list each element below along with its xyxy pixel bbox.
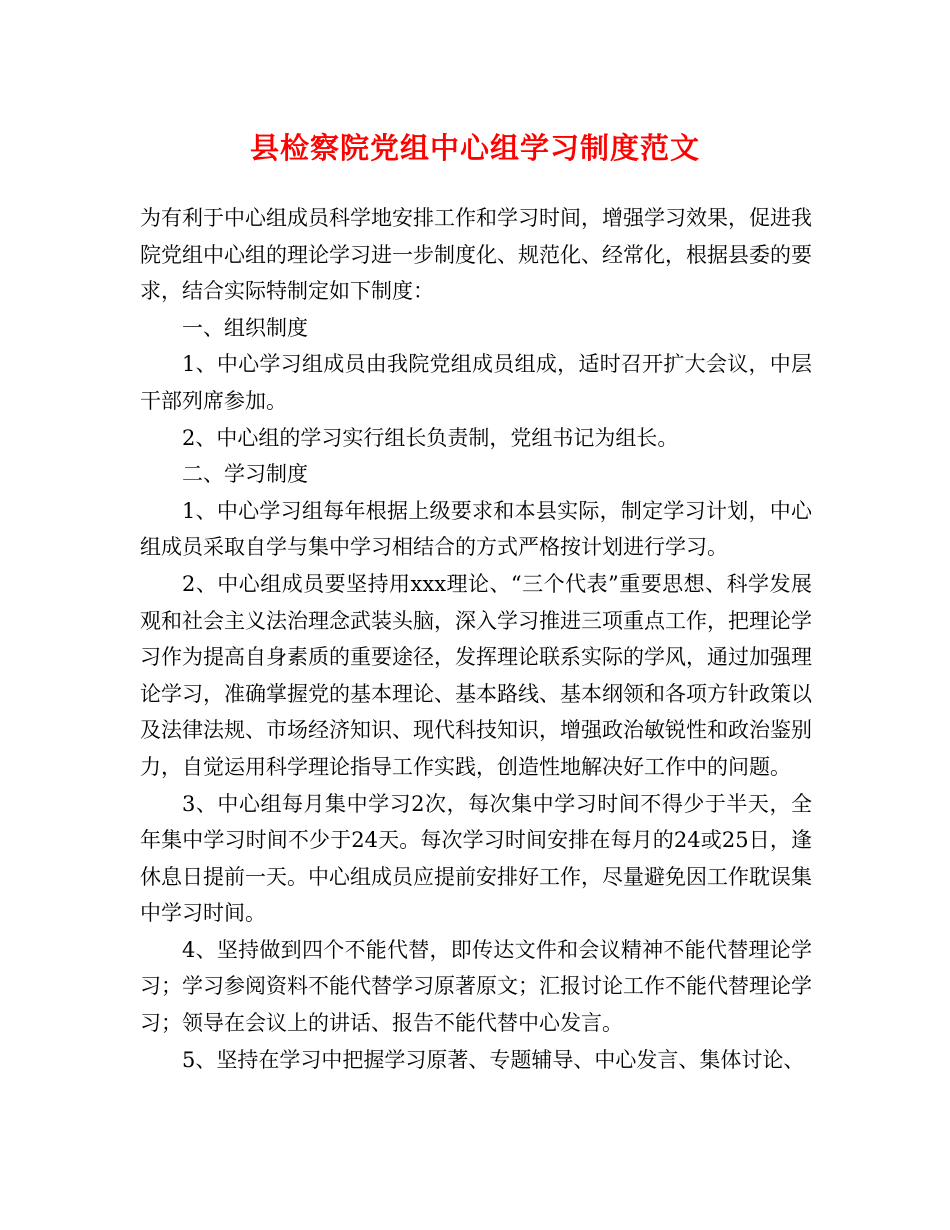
study-item-2: 2、中心组成员要坚持用xxx理论、“三个代表”重要思想、科学发展观和社会主义法治理念武装头脑，深入学习推进三项重点工作，把理论学习作为提高自身素质的重要途径，发挥理论联系实际的学风，通过加强理论学习，准确掌握党的基本理论、基本路线、基本纲领和各项方针政策以及法律法规、市场经济知识、现代科技知识，增强政治敏锐性和政治鉴别力，自觉运用科学理论指导工作实践，创造性地解决好工作中的问题。 [140, 571, 812, 779]
study-item-5: 5、坚持在学习中把握学习原著、专题辅导、中心发言、集体讨论、 [182, 1047, 805, 1072]
study-item-1: 1、中心学习组每年根据上级要求和本县实际，制定学习计划，中心组成员采取自学与集中学习相结合的方式严格按计划进行学习。 [140, 498, 812, 560]
organization-item-1: 1、中心学习组成员由我院党组成员组成，适时召开扩大会议，中层干部列席参加。 [140, 352, 812, 413]
intro-paragraph: 为有利于中心组成员科学地安排工作和学习时间，增强学习效果，促进我院党组中心组的理论学习进一步制度化、规范化、经常化，根据县委的要求，结合实际特制定如下制度： [140, 206, 812, 304]
document-title: 县检察院党组中心组学习制度范文 [249, 131, 700, 165]
organization-item-2: 2、中心组的学习实行组长负责制，党组书记为组长。 [182, 425, 679, 450]
document-body [140, 200, 812, 1078]
study-item-4: 4、坚持做到四个不能代替，即传达文件和会议精神不能代替理论学习；学习参阅资料不能代替学习原著原文；汇报讨论工作不能代替理论学习；领导在会议上的讲话、报告不能代替中心发言。 [140, 937, 812, 1036]
section-heading-organization: 一、组织制度 [182, 315, 308, 340]
study-item-3: 3、中心组每月集中学习2次，每次集中学习时间不得少于半天，全年集中学习时间不少于24天。每次学习时间安排在每月的24或25日，逢休息日提前一天。中心组成员应提前安排好工作，尽量避免因工作耽误集中学习时间。 [140, 791, 812, 926]
section-heading-study: 二、学习制度 [182, 462, 308, 487]
